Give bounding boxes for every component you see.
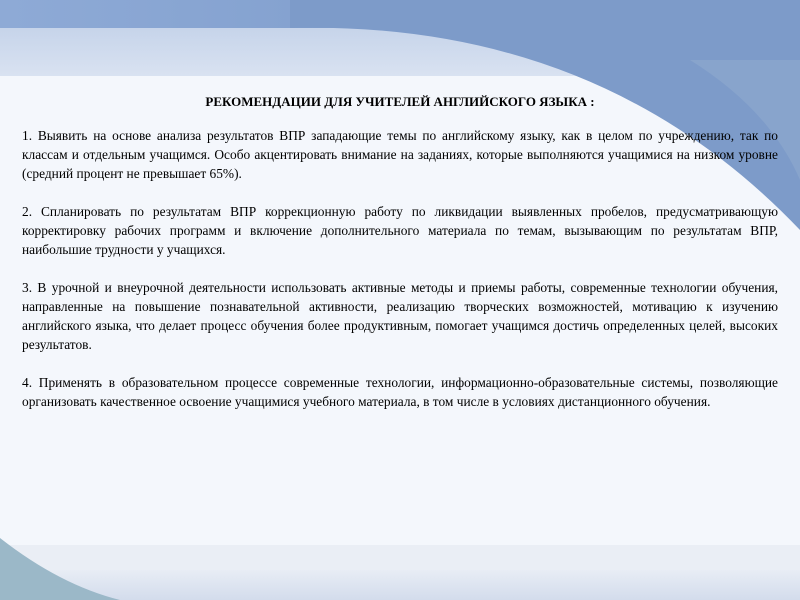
recommendation-3: 3. В урочной и внеурочной деятельности использовать активные методы и приемы работы, современные технологии обучения, направленные на повышение познавательной активности, реализацию творческих возможностей, мотивацию к изучению английского языка, что делает процесс обучения более продуктивным, помогает учащимся достичь определенных целей, высоких результатов. (22, 280, 778, 352)
slide-title: РЕКОМЕНДАЦИИ ДЛЯ УЧИТЕЛЕЙ АНГЛИЙСКОГО ЯЗЫКА : (205, 94, 595, 109)
slide-content (22, 92, 778, 430)
recommendation-1: 1. Выявить на основе анализа результатов ВПР западающие темы по английскому языку, как в целом по учреждению, так по классам и отдельным учащимся. Особо акцентировать внимание на заданиях, которые выполняются учащимися на низком уровне (средний процент не превышает 65%). (22, 128, 778, 181)
recommendation-2: 2. Спланировать по результатам ВПР коррекционную работу по ликвидации выявленных пробелов, предусматривающую корректировку рабочих программ и включение дополнительного материала по темам, вызывающим по результатам ВПР, наибольшие трудности у учащихся. (22, 204, 778, 257)
recommendation-4: 4. Применять в образовательном процессе современные технологии, информационно-образовательные системы, позволяющие организовать качественное освоение учащимися учебного материала, в том числе в условиях дистанционного обучения. (22, 375, 778, 409)
